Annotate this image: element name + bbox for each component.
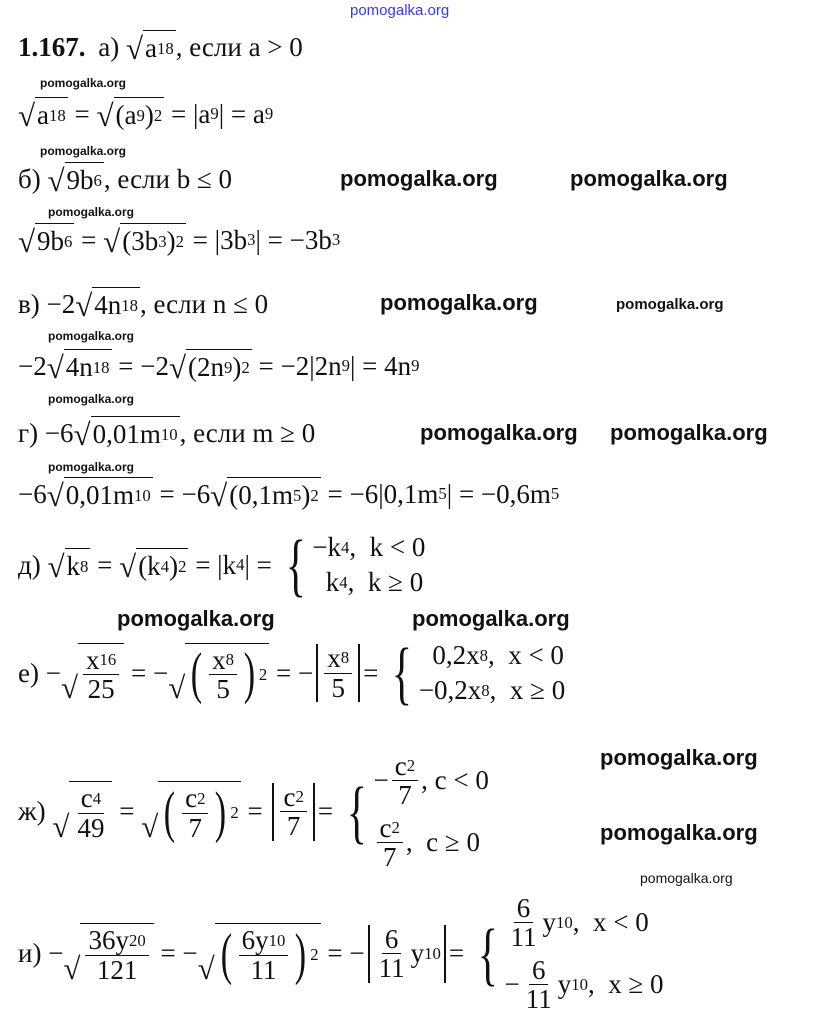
math-text: 5 (331, 672, 345, 703)
math-text: − (504, 969, 520, 1000)
radical-sign: √ (46, 477, 64, 513)
parentheses (217, 922, 311, 986)
case-rows (505, 894, 664, 1013)
case-rows (419, 640, 565, 706)
watermark: pomogalka.org (117, 606, 275, 631)
radicand: 9b 6 (35, 223, 74, 257)
math-text: 6 (516, 893, 531, 923)
piecewise-cases (385, 634, 566, 712)
watermark: pomogalka.org (48, 460, 135, 474)
math-text: −k (312, 532, 342, 563)
math-text: = − (153, 938, 198, 969)
math-text: = (67, 98, 97, 129)
radicand: 0,01m 10 (64, 477, 153, 511)
math-text: 49 (77, 812, 105, 843)
math-text: | = −0,6m (446, 478, 551, 509)
right-paren: ) (243, 642, 256, 706)
absolute-value (316, 644, 360, 702)
math-text: = − (320, 938, 365, 969)
watermark-header[interactable]: pomogalka.org (350, 2, 450, 19)
radicand: 4n 18 (64, 349, 112, 383)
square-root (47, 162, 103, 196)
numerator: c 4 (78, 784, 104, 813)
fraction (182, 784, 208, 842)
radicand: ( c 2 7 ) 2 (158, 781, 241, 842)
math-text: , если a > 0 (175, 31, 303, 62)
radical-sign: √ (96, 97, 114, 133)
radicand (69, 781, 112, 842)
fraction (376, 925, 408, 983)
square-root (119, 548, 188, 585)
math-text: , k ≥ 0 (347, 567, 424, 598)
math-text: 5 (216, 674, 230, 705)
radical-sign: √ (210, 477, 228, 513)
radicand: (k 4 ) 2 (136, 548, 188, 582)
math-text: 121 (96, 954, 138, 985)
math-text: 6 (384, 923, 399, 954)
math-text: (2n (188, 352, 225, 382)
radical-sign: √ (75, 287, 93, 323)
math-text: ) (232, 352, 242, 382)
case-row: − $\frac{6}{11}$ y 10 , x ≥ 0 (504, 954, 664, 1015)
denominator (523, 985, 555, 1013)
math-text: −6 (18, 478, 47, 509)
watermark: pomogalka.org (40, 76, 127, 90)
math-text: 7 (188, 812, 203, 843)
math-line: −2 √ 4n 18 = −2 √ (2n 9 ) 2 = −2|2n 9 | = 4n 9 (18, 349, 420, 385)
radicand: a 18 (143, 30, 176, 64)
math-text: = −6|0,1m (320, 478, 439, 509)
math-text: a (145, 33, 158, 63)
square-root (126, 30, 176, 64)
numerator: c 2 (392, 752, 418, 781)
math-text: е) − (18, 657, 61, 688)
fraction (239, 926, 289, 984)
case-row: 0,2x 8 , x < 0 (418, 640, 564, 671)
right-paren: ) (215, 780, 227, 844)
radical-sign: √ (168, 349, 187, 385)
math-line: √ 9b 6 = √ (3b 3 ) 2 = |3b 3 | = −3b 3 (18, 223, 341, 259)
math-text: 4n (94, 290, 122, 320)
math-text: б) (18, 163, 48, 194)
numerator (529, 956, 549, 985)
radicand: 0,01m 10 (91, 416, 180, 450)
numerator: 36y 20 (85, 926, 148, 955)
fraction (377, 814, 403, 872)
math-text: , x ≥ 0 (489, 675, 566, 706)
denominator (74, 814, 107, 842)
case-row: −k 4 , k < 0 (312, 532, 426, 563)
watermark: pomogalka.org (48, 392, 135, 406)
case-rows (374, 752, 489, 871)
math-text: 11 (525, 984, 552, 1015)
case-row (374, 752, 489, 810)
math-text: = −6 (152, 478, 211, 509)
math-text: = −2|2n (251, 350, 342, 381)
radicand (78, 643, 124, 704)
problem-number: 1.167. (18, 31, 86, 62)
math-text: ) (166, 226, 176, 256)
left-paren: ( (220, 922, 232, 986)
square-root (47, 548, 90, 585)
square-root (47, 349, 112, 383)
radicand: ( x 8 5 ) 2 (185, 643, 269, 704)
watermark: pomogalka.org (48, 329, 135, 343)
fraction (74, 784, 107, 842)
fraction (83, 646, 119, 704)
math-text: = (74, 224, 104, 255)
watermark: pomogalka.org (48, 205, 135, 219)
math-text: 7 (382, 842, 397, 873)
math-text: | = −3b (255, 224, 332, 255)
math-text: 7 (398, 780, 412, 811)
watermark: pomogalka.org (616, 296, 724, 313)
math-text: y (542, 907, 556, 938)
math-text: y (557, 969, 572, 1000)
denominator (247, 956, 279, 984)
math-text: x (86, 644, 100, 675)
watermark: pomogalka.org (640, 870, 733, 886)
numerator: x 8 (324, 644, 352, 673)
radical-sign: √ (47, 549, 65, 585)
math-text: 11 (510, 922, 537, 953)
math-text: 11 (250, 954, 277, 985)
math-line (18, 416, 315, 450)
radicand: a 18 (35, 97, 68, 131)
math-text: (k (138, 551, 161, 582)
math-text: в) −2 (18, 288, 76, 319)
denominator (328, 674, 348, 702)
math-text: 36y (88, 925, 129, 956)
math-text: 11 (378, 953, 405, 984)
math-text: k (312, 567, 340, 598)
math-text: , если b ≤ 0 (103, 163, 233, 194)
case-rows (312, 532, 425, 598)
math-text: 7 (286, 811, 301, 842)
math-text: c (185, 783, 198, 814)
math-text: , k < 0 (349, 532, 426, 563)
numerator: c 2 (377, 814, 403, 843)
math-text: 9b (37, 226, 65, 256)
math-text: и) − (18, 938, 64, 969)
square-root (210, 477, 321, 511)
denominator (186, 814, 206, 842)
math-text: 9b (66, 165, 94, 195)
radical-sign: √ (119, 549, 137, 585)
fraction (392, 752, 418, 810)
watermark: pomogalka.org (412, 606, 570, 631)
square-root (198, 923, 321, 984)
math-text: 0,01m (92, 419, 161, 449)
math-text: = |k (188, 549, 237, 580)
math-text: c (379, 812, 392, 843)
math-text: (0,1m (229, 480, 294, 510)
math-text: = (317, 796, 340, 827)
math-text: = |3b (185, 224, 248, 255)
radicand: (0,1m 5 ) 2 (227, 477, 321, 511)
radical-sign: √ (60, 670, 78, 706)
radicand: ( 6y 10 11 ) 2 (215, 923, 321, 984)
case-row: −0,2x 8 , x ≥ 0 (418, 675, 566, 706)
math-text: k (66, 551, 81, 582)
math-text: , x < 0 (487, 640, 564, 671)
math-text: −2 (18, 350, 47, 381)
math-text: 4n (65, 352, 93, 382)
math-line: д) √ k 8 = √ (k 4 ) 2 = |k 4 | = { −k 4 , k < 0 k 4 , k ≥ 0 (18, 526, 426, 604)
radicand (80, 923, 153, 984)
left-brace: { (477, 914, 498, 993)
math-text: = (90, 549, 120, 580)
numerator: x 16 (83, 646, 119, 675)
watermark: pomogalka.org (610, 420, 768, 445)
denominator (85, 675, 118, 703)
radicand: 9b 6 (65, 162, 104, 196)
math-text: a (37, 100, 50, 130)
math-text: = (112, 796, 142, 827)
radical-sign: √ (125, 30, 144, 66)
radical-sign: √ (73, 416, 91, 452)
math-text: ж) (18, 796, 53, 827)
absolute-value: $\frac{6}{11}$ y 10 (368, 925, 446, 983)
radical-sign: √ (18, 223, 36, 259)
math-text: , c ≥ 0 (405, 827, 480, 858)
math-line (18, 634, 566, 712)
denominator (213, 675, 233, 703)
piecewise-cases (471, 894, 664, 1013)
denominator (380, 843, 400, 871)
left-brace: { (346, 772, 367, 851)
square-root (18, 223, 74, 257)
math-text: = −2 (111, 350, 169, 381)
watermark: pomogalka.org (570, 166, 728, 191)
watermark: pomogalka.org (600, 820, 758, 845)
math-text: y (410, 938, 425, 969)
left-brace: { (285, 526, 306, 604)
watermark: pomogalka.org (340, 166, 498, 191)
left-paren: ( (191, 642, 203, 706)
radicand: (2n 9 ) 2 (186, 349, 252, 383)
right-paren: ) (295, 922, 307, 986)
parentheses (160, 780, 230, 844)
radicand: 4n 18 (92, 287, 140, 321)
math-text: , x < 0 (572, 907, 649, 938)
math-text: = − (269, 657, 314, 688)
math-text: | = a (218, 98, 265, 129)
case-row: k 4 , k ≥ 0 (312, 567, 424, 598)
math-text: x (212, 644, 226, 675)
radical-sign: √ (141, 808, 159, 844)
math-text: ) (144, 100, 154, 130)
square-root (18, 97, 68, 131)
square-root (63, 923, 153, 984)
math-text: , x ≥ 0 (587, 969, 664, 1000)
math-text: −0,2x (418, 675, 482, 706)
watermark: pomogalka.org (380, 290, 538, 315)
radical-sign: √ (47, 162, 65, 198)
math-text: = (448, 938, 471, 969)
denominator (376, 954, 408, 982)
math-line (18, 287, 268, 321)
math-line (18, 30, 303, 64)
case-row: $\frac{6}{11}$ y 10 , x < 0 (505, 894, 664, 952)
square-root (169, 349, 252, 383)
math-text: д) (18, 549, 48, 580)
math-text: c (394, 751, 407, 781)
numerator (514, 894, 534, 923)
fraction (508, 894, 540, 952)
denominator (284, 812, 304, 840)
denominator (508, 923, 540, 951)
fraction (324, 644, 352, 702)
denominator (395, 781, 415, 809)
case-row (374, 814, 489, 872)
radical-sign: √ (46, 349, 64, 385)
math-text: 0,2x (418, 640, 480, 671)
math-line (18, 752, 489, 871)
fraction (209, 646, 237, 704)
math-text: = |a (164, 98, 211, 129)
square-root (61, 643, 124, 704)
math-text: = (240, 796, 270, 827)
radical-sign: √ (197, 950, 215, 986)
radicand: (a 9 ) 2 (114, 97, 165, 131)
watermark: pomogalka.org (40, 144, 127, 158)
radicand: k 8 (65, 548, 91, 582)
piecewise-cases (279, 526, 426, 604)
numerator: c 2 (182, 784, 208, 813)
radical-sign: √ (18, 97, 36, 133)
math-text: , c < 0 (421, 765, 489, 796)
numerator (382, 925, 402, 954)
math-text: 6y (241, 925, 269, 956)
math-line: √ a 18 = √ (a 9 ) 2 = |a 9 | = a 9 (18, 97, 274, 133)
math-text: | = (244, 549, 279, 580)
square-root (75, 287, 140, 321)
math-text: x (327, 643, 341, 674)
numerator: 6y 10 (239, 926, 289, 955)
math-line: −6 √ 0,01m 10 = −6 √ (0,1m 5 ) 2 = −6|0,1m 5 | = −0,6m 5 (18, 477, 560, 513)
math-text: (3b (122, 226, 159, 256)
fraction (523, 956, 555, 1014)
square-root (168, 643, 269, 704)
math-text: | = 4n (350, 350, 412, 381)
fraction (85, 926, 148, 984)
math-text: 25 (87, 674, 115, 705)
denominator (94, 956, 141, 984)
radical-sign: √ (103, 223, 121, 259)
parentheses (187, 642, 259, 706)
square-root (103, 223, 186, 257)
math-text: − (373, 765, 389, 796)
square-root (47, 477, 153, 511)
math-text: c (80, 783, 93, 814)
math-line (18, 162, 232, 196)
absolute-value (272, 783, 314, 841)
math-text: = (363, 657, 386, 688)
square-root (52, 781, 112, 842)
math-text: 6 (531, 954, 546, 985)
watermark: pomogalka.org (600, 745, 758, 770)
fraction (280, 783, 306, 841)
radical-sign: √ (168, 670, 186, 706)
math-text: , если n ≤ 0 (140, 288, 269, 319)
math-text: ) (301, 480, 311, 510)
math-text: = − (124, 657, 169, 688)
square-root (141, 781, 241, 842)
radical-sign: √ (63, 950, 81, 986)
math-text: , если m ≥ 0 (179, 417, 316, 448)
square-root (74, 416, 180, 450)
left-paren: ( (164, 780, 176, 844)
math-text: (a (115, 100, 137, 130)
numerator: x 8 (209, 646, 237, 675)
math-text: ) (169, 551, 179, 582)
math-text: c (283, 781, 296, 812)
left-brace: { (391, 634, 413, 712)
math-text: 0,01m (65, 480, 135, 510)
radical-sign: √ (52, 808, 70, 844)
watermark: pomogalka.org (420, 420, 578, 445)
square-root (97, 97, 165, 131)
piecewise-cases (340, 752, 489, 871)
numerator: c 2 (280, 783, 306, 812)
math-text: а) (91, 31, 126, 62)
math-line (18, 894, 664, 1013)
math-text: г) −6 (18, 417, 74, 448)
radicand: (3b 3 ) 2 (120, 223, 186, 257)
